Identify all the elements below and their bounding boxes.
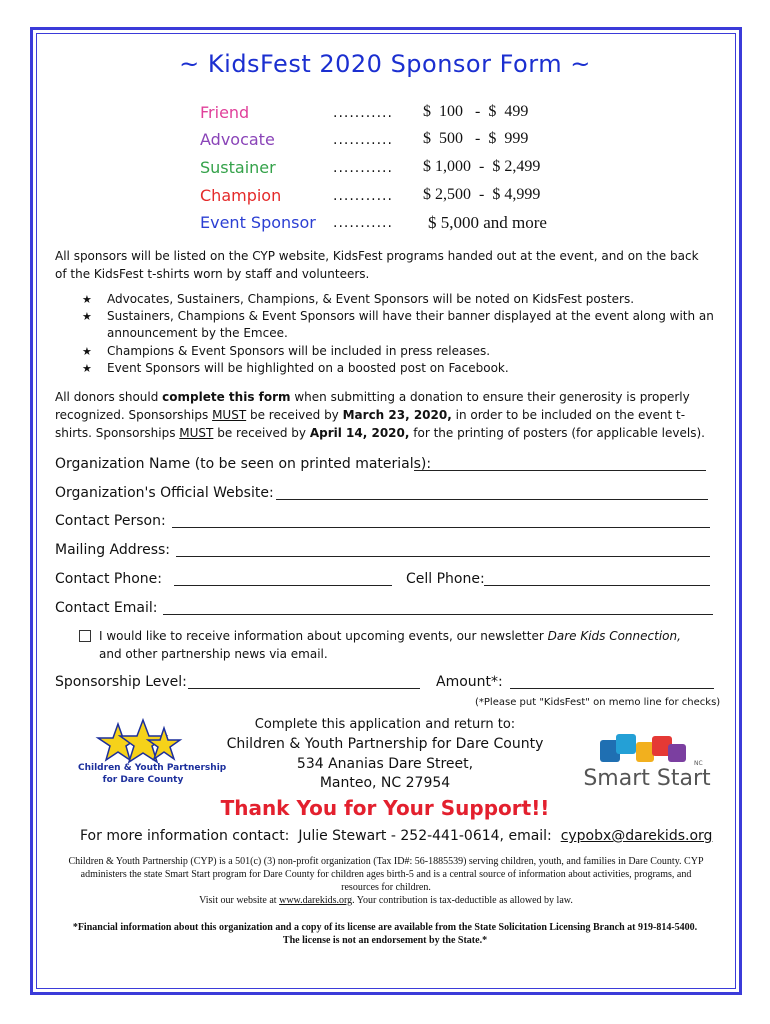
contact-email-input-line[interactable]: [163, 602, 713, 615]
smart-start-logo: [582, 732, 712, 792]
level-name: Sustainer: [200, 158, 276, 177]
level-range: $ 2,500 - $ 4,999: [423, 186, 541, 203]
benefit-text: Event Sponsors will be highlighted on a boosted post on Facebook.: [107, 361, 509, 375]
contact-person-input-line[interactable]: [172, 515, 710, 528]
sponsorship-level-input-line[interactable]: [188, 676, 420, 689]
level-range: $ 100 - $ 499: [423, 103, 529, 120]
contact-email-link[interactable]: cypobx@darekids.org: [560, 828, 713, 844]
mailing-address-input-line[interactable]: [176, 544, 710, 557]
memo-note: (*Please put "KidsFest" on memo line for checks): [475, 697, 721, 708]
benefit-item: [82, 360, 717, 377]
return-city: Manteo, NC 27954: [319, 775, 451, 791]
star-bullet-icon: ★: [82, 345, 92, 358]
star-bullet-icon: ★: [82, 310, 92, 323]
contact-email-field: Contact Email:: [55, 600, 158, 616]
cell-phone-field: Cell Phone:: [406, 571, 485, 587]
donor-note: All donors should complete this form when submitting a donation to ensure their generosity is properly recognized. Sponsorships MUST be received by March 23, 2020, in order to be included on the event t-shirts. Sponsorships MUST be received by April 14, 2020, for the printing of posters (for applicable levels).: [55, 390, 705, 440]
cyp-logo-line2: for Dare County: [102, 775, 184, 785]
website-link[interactable]: www.darekids.org: [279, 895, 353, 906]
contact-phone-field: Contact Phone:: [55, 571, 163, 587]
org-name-field: Organization Name (to be seen on printed materials):: [55, 456, 432, 472]
benefit-item: [82, 291, 717, 308]
newsletter-optin-text: I would like to receive information about upcoming events, our newsletter Dare Kids Connection, and other partnership news via email.: [99, 629, 681, 661]
contact-line: For more information contact: Julie Stewart - 252-441-0614, email: cypobx@darekids.org: [80, 828, 713, 844]
star-bullet-icon: ★: [82, 362, 92, 375]
level-range: $ 500 - $ 999: [423, 130, 529, 147]
star-bullet-icon: ★: [82, 293, 92, 306]
return-street: 534 Ananias Dare Street,: [296, 756, 474, 772]
level-range: $ 5,000 and more: [428, 213, 547, 232]
benefit-item: [82, 308, 717, 342]
cell-phone-input-line[interactable]: [484, 573, 710, 586]
sponsorship-level-field: Sponsorship Level:: [55, 674, 187, 690]
amount-input-line[interactable]: [510, 676, 714, 689]
level-dots: ...........: [333, 188, 393, 204]
benefit-text: Champions & Event Sponsors will be included in press releases.: [107, 344, 491, 358]
about-text: Children & Youth Partnership (CYP) is a 501(c) (3) non-profit organization (Tax ID#: 56-1885539) serving children, youth, and families in Dare County. CYP administers the state Smart Start program for Dare County for children ages birth-5 and is a central source of information about activities, programs, and resources for children. Visit our website at www.darekids.org. Your contribution is tax-deductible as allowed by law.: [68, 856, 704, 906]
level-name: Champion: [200, 186, 282, 205]
stars-icon: [78, 718, 208, 768]
return-instructions: Complete this application and return to:: [254, 717, 516, 732]
cyp-logo-line1: Children & Youth Partnership: [78, 763, 227, 773]
mailing-address-field: Mailing Address:: [55, 542, 171, 558]
contact-phone-input-line[interactable]: [174, 573, 392, 586]
inner-border: [36, 33, 736, 989]
level-name: Event Sponsor: [200, 213, 316, 232]
newsletter-checkbox[interactable]: [79, 630, 91, 642]
level-dots: ...........: [333, 215, 393, 231]
level-dots: ...........: [333, 132, 393, 148]
benefit-item: [82, 343, 717, 360]
website-input-line[interactable]: [276, 487, 708, 500]
smart-start-blocks-icon: [598, 732, 698, 766]
level-name: Advocate: [200, 130, 275, 149]
intro-text: All sponsors will be listed on the CYP website, KidsFest programs handed out at the event, and on the back of the KidsFest t-shirts worn by staff and volunteers.: [55, 249, 699, 281]
smart-start-nc: NC: [694, 760, 703, 767]
level-dots: ...........: [333, 105, 393, 121]
contact-person-field: Contact Person:: [55, 513, 166, 529]
benefit-text: Sustainers, Champions & Event Sponsors will have their banner displayed at the event along with an announcement by the Emcee.: [107, 309, 714, 340]
thank-you-banner: Thank You for Your Support!!: [220, 796, 550, 820]
licensing-disclaimer: *Financial information about this organization and a copy of its license are available from the State Solicitation Licensing Branch at 919-814-5400. The license is not an endorsement by the State.*: [72, 922, 698, 946]
amount-field: Amount*:: [436, 674, 503, 690]
level-dots: ...........: [333, 160, 393, 176]
smart-start-text: Smart Start: [583, 766, 711, 791]
website-field: Organization's Official Website:: [55, 485, 274, 501]
benefit-text: Advocates, Sustainers, Champions, & Event Sponsors will be noted on KidsFest posters.: [107, 292, 635, 306]
org-name-input-line[interactable]: [414, 458, 706, 471]
form-title: ~ KidsFest 2020 Sponsor Form ~: [179, 50, 591, 78]
return-org: Children & Youth Partnership for Dare County: [226, 736, 544, 752]
level-name: Friend: [200, 103, 250, 122]
level-range: $ 1,000 - $ 2,499: [423, 158, 541, 175]
cyp-logo: [78, 718, 227, 798]
